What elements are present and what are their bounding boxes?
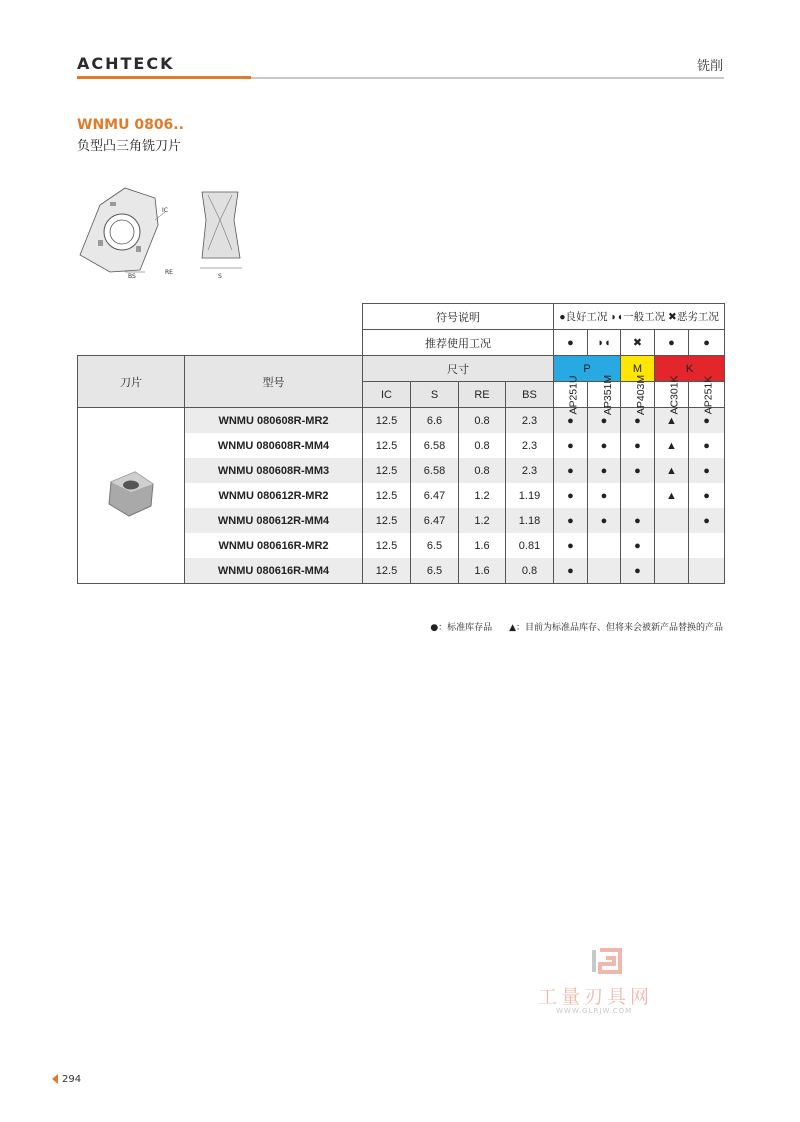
col-insert-header: 刀片 xyxy=(78,356,185,408)
header-rule-accent xyxy=(77,76,251,79)
dim-header-re: RE xyxy=(459,382,506,408)
dim-cell-re: 0.8 xyxy=(459,433,506,458)
dim-cell-re: 1.6 xyxy=(459,533,506,558)
grade-mark: ● xyxy=(621,408,655,434)
grade-mark: ● xyxy=(621,508,655,533)
dim-cell-bs: 0.81 xyxy=(506,533,554,558)
grade-mark: ● xyxy=(588,508,621,533)
dim-cell-s: 6.47 xyxy=(411,508,459,533)
col-dims-header: 尺寸 xyxy=(363,356,554,382)
grade-mark: ● xyxy=(621,458,655,483)
dim-cell-s: 6.5 xyxy=(411,558,459,584)
brand-logo: ACHTECK xyxy=(77,54,175,73)
grade-mark xyxy=(588,558,621,584)
spec-table xyxy=(77,303,725,584)
grade-mark xyxy=(655,558,689,584)
grade-mark: ● xyxy=(588,408,621,434)
recommend-mark: ◗◖ xyxy=(588,330,621,356)
grade-mark: ● xyxy=(554,533,588,558)
grade-header: AC301K xyxy=(655,382,689,408)
grade-header: AP403M xyxy=(621,382,655,408)
dim-cell-ic: 12.5 xyxy=(363,433,411,458)
grade-mark: ● xyxy=(588,483,621,508)
dim-cell-s: 6.47 xyxy=(411,483,459,508)
recommend-label: 推荐使用工况 xyxy=(363,330,554,356)
dim-cell-re: 0.8 xyxy=(459,408,506,434)
dim-cell-s: 6.6 xyxy=(411,408,459,434)
grade-mark: ● xyxy=(621,533,655,558)
page-marker-icon xyxy=(52,1074,58,1084)
grade-mark: ▲ xyxy=(655,458,689,483)
recommend-mark: ● xyxy=(689,330,725,356)
recommend-mark: ✖ xyxy=(621,330,655,356)
recommend-mark: ● xyxy=(655,330,689,356)
dim-header-bs: BS xyxy=(506,382,554,408)
legend-text: ●良好工况 ◗◖一般工况 ✖恶劣工况 xyxy=(554,304,725,330)
section-title: 铣削 xyxy=(696,59,723,74)
grade-mark: ▲ xyxy=(655,483,689,508)
watermark-text: 工量刃具网 xyxy=(538,986,654,1008)
group-m: M xyxy=(621,356,655,382)
re-label: RE xyxy=(165,269,173,276)
grade-mark: ● xyxy=(554,408,588,434)
dim-cell-re: 0.8 xyxy=(459,458,506,483)
insert-photo xyxy=(78,408,185,584)
dim-header-s: S xyxy=(411,382,459,408)
grade-mark: ● xyxy=(588,458,621,483)
dim-cell-re: 1.2 xyxy=(459,508,506,533)
dim-cell-bs: 2.3 xyxy=(506,433,554,458)
dim-cell-bs: 2.3 xyxy=(506,458,554,483)
model-cell: WNMU 080612R-MM4 xyxy=(185,508,363,533)
product-code: WNMU 0806.. xyxy=(77,117,184,133)
dim-cell-s: 6.5 xyxy=(411,533,459,558)
dim-cell-re: 1.2 xyxy=(459,483,506,508)
grade-mark xyxy=(621,483,655,508)
grade-mark: ● xyxy=(621,433,655,458)
grade-mark: ● xyxy=(554,558,588,584)
grade-mark: ● xyxy=(689,408,725,434)
grade-mark: ● xyxy=(689,508,725,533)
watermark-url: WWW.GLRJW.COM xyxy=(556,1007,633,1015)
grade-header: AP251U xyxy=(554,382,588,408)
grade-mark: ● xyxy=(689,433,725,458)
model-cell: WNMU 080608R-MM3 xyxy=(185,458,363,483)
dim-cell-ic: 12.5 xyxy=(363,558,411,584)
dim-cell-ic: 12.5 xyxy=(363,483,411,508)
grade-header: AP251K xyxy=(689,382,725,408)
dim-cell-s: 6.58 xyxy=(411,458,459,483)
grade-mark: ● xyxy=(554,458,588,483)
footnote-stock: ●：标准库存品 xyxy=(430,623,493,633)
grade-mark: ● xyxy=(554,433,588,458)
model-cell: WNMU 080608R-MM4 xyxy=(185,433,363,458)
page-number: 294 xyxy=(52,1074,81,1085)
footnote-replace: ▲：目前为标准品库存、但将来会被新产品替换的产品 xyxy=(509,623,723,633)
grade-header: AP351M xyxy=(588,382,621,408)
dim-cell-ic: 12.5 xyxy=(363,508,411,533)
grade-mark: ● xyxy=(554,508,588,533)
dim-cell-ic: 12.5 xyxy=(363,408,411,434)
insert-technical-drawing xyxy=(70,180,260,290)
model-cell: WNMU 080608R-MR2 xyxy=(185,408,363,434)
grade-mark: ● xyxy=(554,483,588,508)
insert-photo-icon xyxy=(101,468,161,520)
ic-label: IC xyxy=(162,207,168,214)
grade-mark: ▲ xyxy=(655,408,689,434)
grade-mark: ● xyxy=(621,558,655,584)
header-rule xyxy=(251,77,724,79)
grade-mark xyxy=(689,558,725,584)
bs-label: BS xyxy=(128,273,136,280)
grade-mark xyxy=(689,533,725,558)
recommend-mark: ● xyxy=(554,330,588,356)
dim-cell-ic: 12.5 xyxy=(363,533,411,558)
dim-cell-ic: 12.5 xyxy=(363,458,411,483)
grade-mark: ▲ xyxy=(655,433,689,458)
col-model-header: 型号 xyxy=(185,356,363,408)
table-row xyxy=(78,408,725,434)
group-p: P xyxy=(554,356,621,382)
group-k: K xyxy=(655,356,725,382)
dim-cell-bs: 2.3 xyxy=(506,408,554,434)
dim-cell-bs: 1.19 xyxy=(506,483,554,508)
grade-mark: ● xyxy=(689,458,725,483)
grade-mark xyxy=(655,533,689,558)
grade-mark: ● xyxy=(588,433,621,458)
grade-mark xyxy=(655,508,689,533)
grade-mark xyxy=(588,533,621,558)
model-cell: WNMU 080616R-MR2 xyxy=(185,533,363,558)
dim-cell-bs: 0.8 xyxy=(506,558,554,584)
dim-cell-re: 1.6 xyxy=(459,558,506,584)
footnote xyxy=(416,620,723,633)
s-label: S xyxy=(218,273,222,280)
product-name: 负型凸三角铣刀片 xyxy=(77,139,182,154)
model-cell: WNMU 080612R-MR2 xyxy=(185,483,363,508)
dim-header-ic: IC xyxy=(363,382,411,408)
dim-cell-bs: 1.18 xyxy=(506,508,554,533)
grade-mark: ● xyxy=(689,483,725,508)
dim-cell-s: 6.58 xyxy=(411,433,459,458)
model-cell: WNMU 080616R-MM4 xyxy=(185,558,363,584)
legend-label: 符号说明 xyxy=(363,304,554,330)
